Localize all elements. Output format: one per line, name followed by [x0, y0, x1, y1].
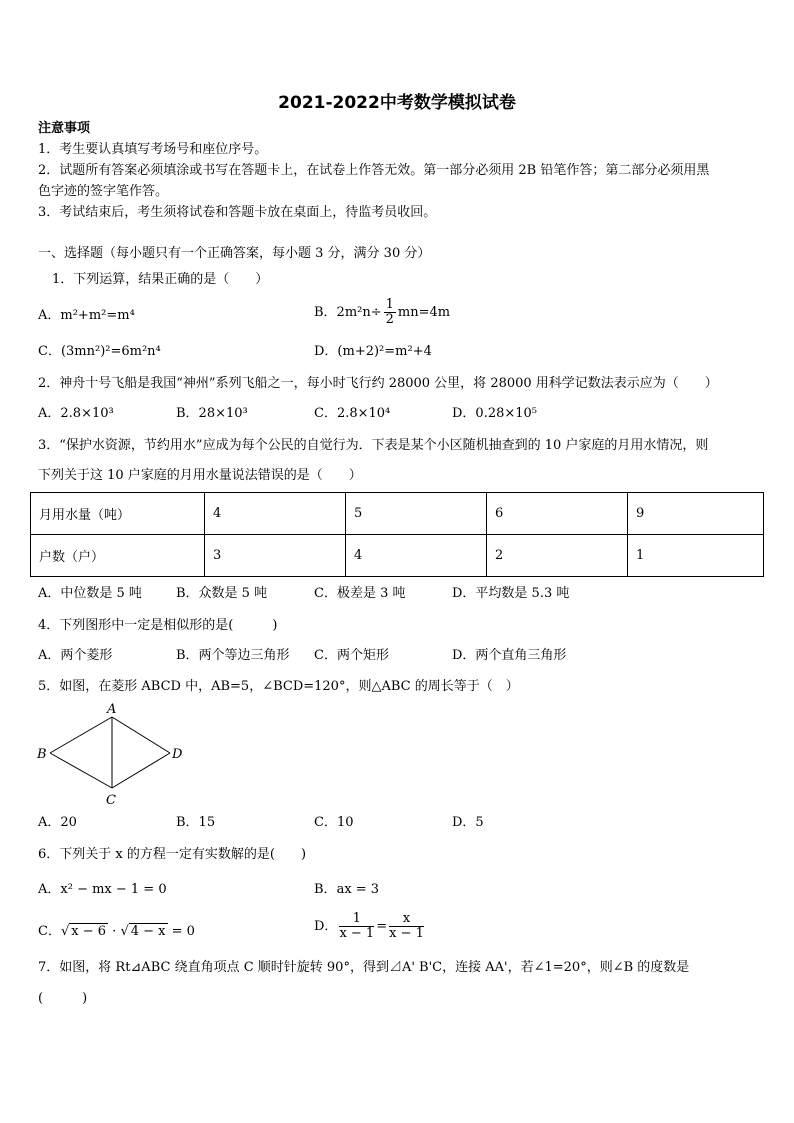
option-b — [314, 881, 379, 899]
side-cd — [112, 753, 170, 788]
option-c: C．2.8×10⁴ — [314, 406, 391, 421]
question-stem: 4．下列图形中一定是相似形的是( ) — [38, 618, 278, 633]
table-cell: 5 — [346, 493, 487, 535]
equals: = 0 — [171, 924, 195, 939]
vertex-label-a: A — [107, 702, 117, 717]
vertex-label-d: D — [172, 747, 183, 762]
numerator: x — [389, 912, 424, 927]
option-label: A． — [38, 882, 61, 897]
equals: = — [376, 919, 388, 934]
question-stem: 5．如图，在菱形 ABCD 中，AB=5，∠BCD=120°，则△ABC 的周长等于（ ） — [38, 679, 519, 694]
option-b: B．众数是 5 吨 — [176, 586, 268, 601]
side-bc — [50, 753, 112, 788]
option-d: D．5 — [452, 815, 484, 830]
option-a: A．20 — [38, 815, 77, 830]
option-d: D．平均数是 5.3 吨 — [452, 586, 570, 601]
vertex-label-b: B — [37, 747, 47, 762]
side-ad — [112, 717, 170, 753]
option-c: C．极差是 3 吨 — [314, 586, 406, 601]
option-d: D．两个直角三角形 — [452, 648, 567, 663]
dot: · — [112, 924, 117, 939]
table-row — [31, 493, 764, 535]
fraction — [339, 912, 374, 941]
option-c: C．(3mn²)²=6m²n⁴ — [38, 344, 161, 359]
side-ab — [50, 717, 112, 753]
question-stem: 3．“保护水资源，节约用水”应成为每个公民的自觉行为．下表是某个小区随机抽查到的 10 户家庭的月用水情况，则 — [38, 438, 709, 453]
fraction — [389, 912, 424, 941]
table-row — [31, 535, 764, 577]
question-stem: 6．下列关于 x 的方程一定有实数解的是( ) — [38, 847, 307, 862]
notice-item: 1．考生要认真填写考场号和座位序号。 — [38, 142, 268, 157]
option-c: C．10 — [314, 815, 354, 830]
question-stem: 2．神舟十号飞船是我国“神州”系列飞船之一，每小时飞行约 28000 公里，将 28000 用科学记数法表示应为（ ） — [38, 376, 718, 391]
notice-item: 色字迹的签字笔作答。 — [38, 184, 169, 199]
option-b-prefix: B．2m²n÷ — [314, 305, 382, 320]
water-usage-table — [30, 492, 764, 577]
table-cell: 1 — [628, 535, 764, 577]
option-d — [314, 912, 426, 941]
option-b — [314, 298, 450, 327]
radicand: 4 − x — [130, 924, 166, 939]
option-a — [38, 881, 167, 899]
option-a: A．2.8×10³ — [38, 406, 114, 421]
question-stem: 7．如图，将 Rt⊿ABC 绕直角项点 C 顺时针旋转 90°，得到⊿A' B'C，连接 AA'，若∠1=20°，则∠B 的度数是 — [38, 960, 690, 975]
notice-item: 3．考试结束后，考生须将试卷和答题卡放在桌面上，待监考员收回。 — [38, 205, 437, 220]
option-label: B． — [314, 882, 337, 897]
option-a: A．两个菱形 — [38, 648, 113, 663]
option-b: B．15 — [176, 815, 216, 830]
table-cell: 4 — [205, 493, 346, 535]
table-cell: 4 — [346, 535, 487, 577]
option-label: C． — [38, 924, 61, 939]
option-a: A．m²+m²=m⁴ — [38, 308, 135, 323]
equation: ax = 3 — [336, 882, 380, 897]
answer-paren: ( ) — [38, 991, 88, 1006]
section-heading: 一、选择题（每小题只有一个正确答案，每小题 3 分，满分 30 分） — [38, 246, 431, 261]
numerator: 1 — [339, 912, 374, 927]
option-d: D．(m+2)²=m²+4 — [314, 344, 432, 359]
radicand: x − 6 — [71, 924, 107, 939]
question-stem: 下列关于这 10 户家庭的月用水量说法错误的是（ ） — [38, 468, 362, 483]
denominator: x − 1 — [339, 926, 375, 941]
option-b: B．28×10³ — [176, 406, 248, 421]
table-cell: 2 — [487, 535, 628, 577]
denominator: x − 1 — [389, 926, 424, 941]
option-c: C．两个矩形 — [314, 648, 389, 663]
vertex-label-c: C — [106, 793, 116, 808]
option-b-suffix: mn=4m — [397, 305, 451, 320]
rhombus-figure — [34, 700, 194, 810]
option-a: A．中位数是 5 吨 — [38, 586, 142, 601]
page-title: 2021-2022中考数学模拟试卷 — [278, 93, 516, 113]
notice-heading: 注意事项 — [38, 121, 91, 136]
denominator: 2 — [385, 312, 394, 327]
table-cell: 户数（户） — [31, 535, 205, 577]
fraction — [384, 298, 396, 327]
notice-item: 2．试题所有答案必须填涂或书写在答题卡上，在试卷上作答无效。第一部分必须用 2B 铅笔作答；第二部分必须用黑 — [38, 163, 710, 178]
table-cell: 月用水量（吨） — [31, 493, 205, 535]
option-label: D． — [314, 919, 338, 934]
option-d: D．0.28×10⁵ — [452, 406, 538, 421]
table-cell: 9 — [628, 493, 764, 535]
table-cell: 6 — [487, 493, 628, 535]
numerator: 1 — [385, 297, 394, 312]
equation: x² − mx − 1 = 0 — [60, 882, 167, 897]
table-cell: 3 — [205, 535, 346, 577]
question-stem: 1．下列运算，结果正确的是（ ） — [52, 272, 269, 287]
option-b: B．两个等边三角形 — [176, 648, 290, 663]
option-c: C．√ x − 6 · √ 4 − x = 0 — [38, 924, 195, 939]
